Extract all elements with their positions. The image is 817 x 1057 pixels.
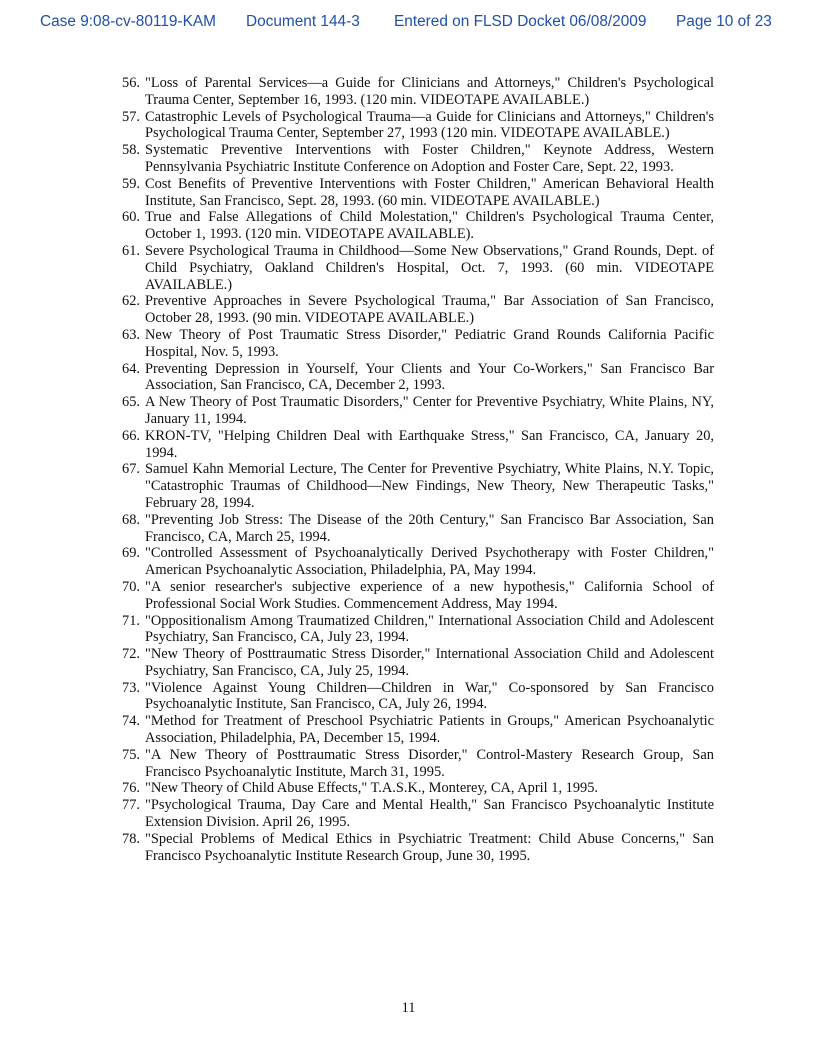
list-item	[104, 512, 714, 546]
item-text: New Theory of Post Traumatic Stress Disorder," Pediatric Grand Rounds California Pacific Hospital, Nov. 5, 1993.	[145, 326, 714, 360]
item-number: 76.	[122, 780, 140, 797]
item-number: 72.	[122, 646, 140, 663]
item-number: 58.	[122, 142, 140, 159]
document-number: Document 144-3	[246, 13, 360, 30]
list-item	[104, 327, 714, 361]
list-item	[104, 613, 714, 647]
list-item	[104, 75, 714, 109]
list-item	[104, 646, 714, 680]
item-text: "Oppositionalism Among Traumatized Children," International Association Child and Adolescent Psychiatry, San Francisco, CA, July 23, 1994.	[145, 612, 714, 646]
item-number: 73.	[122, 679, 140, 696]
item-text: Catastrophic Levels of Psychological Trauma—a Guide for Clinicians and Attorneys," Children's Psychological Trauma Center, September 27, 1993 (120 min. VIDEOTAPE AVAILABLE.)	[145, 108, 714, 142]
item-number: 62.	[122, 293, 140, 310]
item-number: 77.	[122, 797, 140, 814]
case-number: Case 9:08-cv-80119-KAM	[40, 13, 216, 30]
item-text: "Special Problems of Medical Ethics in Psychiatric Treatment: Child Abuse Concerns," San Francisco Psychoanalytic Institute Research Group, June 30, 1995.	[145, 830, 714, 864]
item-text: Preventive Approaches in Severe Psychological Trauma," Bar Association of San Francisco, October 28, 1993. (90 min. VIDEOTAPE AVAILABLE.)	[145, 293, 714, 327]
item-text: "A senior researcher's subjective experience of a new hypothesis," California School of Professional Social Work Studies. Commencement Address, May 1994.	[145, 578, 714, 612]
list-item	[104, 780, 714, 797]
item-text: "New Theory of Child Abuse Effects," T.A.S.K., Monterey, CA, April 1, 1995.	[145, 780, 599, 797]
list-item	[104, 831, 714, 865]
item-number: 69.	[122, 545, 140, 562]
item-number: 70.	[122, 578, 140, 595]
item-text: "New Theory of Posttraumatic Stress Disorder," International Association Child and Adolescent Psychiatry, San Francisco, CA, July 25, 1994.	[145, 646, 714, 679]
item-text: Severe Psychological Trauma in Childhood—Some New Observations," Grand Rounds, Dept. of Child Psychiatry, Oakland Children's Hospital, Oct. 7, 1993. (60 min. VIDEOTAPE AVAILABLE.)	[145, 242, 714, 293]
presentation-list	[104, 75, 714, 864]
item-number: 57.	[122, 108, 140, 125]
item-text: Cost Benefits of Preventive Interventions with Foster Children," American Behavioral Health Institute, San Francisco, Sept. 28, 1993. (60 min. VIDEOTAPE AVAILABLE.)	[145, 175, 714, 209]
item-text: "Method for Treatment of Preschool Psychiatric Patients in Groups," American Psychoanalytic Association, Philadelphia, PA, December 15, 1994.	[145, 713, 714, 747]
item-number: 60.	[122, 209, 140, 226]
list-item	[104, 176, 714, 210]
item-number: 78.	[122, 830, 140, 847]
item-number: 56.	[122, 75, 140, 91]
list-item	[104, 747, 714, 781]
list-item	[104, 428, 714, 462]
list-item	[104, 109, 714, 143]
list-item	[104, 545, 714, 579]
item-text: True and False Allegations of Child Molestation," Children's Psychological Trauma Center, October 1, 1993. (120 min. VIDEOTAPE AVAILABLE).	[145, 209, 714, 243]
list-item	[104, 243, 714, 293]
list-item	[104, 680, 714, 714]
item-number: 75.	[122, 746, 140, 763]
item-number: 71.	[122, 612, 140, 629]
list-item	[104, 394, 714, 428]
list-item	[104, 293, 714, 327]
item-number: 67.	[122, 461, 140, 478]
item-text: "Loss of Parental Services—a Guide for Clinicians and Attorneys," Children's Psychological Trauma Center, September 16, 1993. (120 min. VIDEOTAPE AVAILABLE.)	[145, 75, 714, 108]
item-number: 63.	[122, 326, 140, 343]
item-number: 61.	[122, 242, 140, 259]
list-item	[104, 461, 714, 511]
item-number: 64.	[122, 360, 140, 377]
item-text: Systematic Preventive Interventions with Foster Children," Keynote Address, Western Pennsylvania Psychiatric Institute Conference on Adoption and Foster Care, Sept. 22, 1993.	[145, 142, 714, 175]
item-text: Samuel Kahn Memorial Lecture, The Center for Preventive Psychiatry, White Plains, N.Y. Topic, "Catastrophic Traumas of Childhood—New Findings, New Theory, New Therapeutic Tasks," February 28, 1994.	[145, 461, 714, 511]
item-number: 65.	[122, 394, 140, 411]
item-text: "Violence Against Young Children—Children in War," Co-sponsored by San Francisco Psychoanalytic Institute, San Francisco, CA, July 26, 1994.	[145, 679, 714, 713]
item-text: "Preventing Job Stress: The Disease of the 20th Century," San Francisco Bar Association, San Francisco, CA, March 25, 1994.	[145, 511, 714, 545]
page-number: 11	[401, 1000, 416, 1016]
list-item	[104, 209, 714, 243]
item-text: "Psychological Trauma, Day Care and Mental Health," San Francisco Psychoanalytic Institute Extension Division. April 26, 1995.	[145, 797, 714, 831]
item-number: 66.	[122, 427, 140, 444]
list-item	[104, 713, 714, 747]
list-item	[104, 142, 714, 176]
item-text: KRON-TV, "Helping Children Deal with Earthquake Stress," San Francisco, CA, January 20, 1994.	[145, 427, 714, 461]
item-text: "Controlled Assessment of Psychoanalytically Derived Psychotherapy with Foster Children," American Psychoanalytic Association, Philadelphia, PA, May 1994.	[145, 545, 714, 579]
list-item	[104, 579, 714, 613]
docket-entry-date: Entered on FLSD Docket 06/08/2009	[394, 13, 647, 30]
item-number: 68.	[122, 511, 140, 528]
page-indicator: Page 10 of 23	[676, 13, 772, 30]
item-number: 74.	[122, 713, 140, 730]
item-text: Preventing Depression in Yourself, Your Clients and Your Co-Workers," San Francisco Bar Association, San Francisco, CA, December 2, 1993.	[145, 360, 714, 394]
list-item	[104, 361, 714, 395]
item-number: 59.	[122, 175, 140, 192]
item-text: "A New Theory of Posttraumatic Stress Disorder," Control-Mastery Research Group, San Francisco Psychoanalytic Institute, March 31, 1995.	[145, 746, 714, 780]
list-item	[104, 797, 714, 831]
item-text: A New Theory of Post Traumatic Disorders," Center for Preventive Psychiatry, White Plains, NY, January 11, 1994.	[145, 394, 714, 427]
